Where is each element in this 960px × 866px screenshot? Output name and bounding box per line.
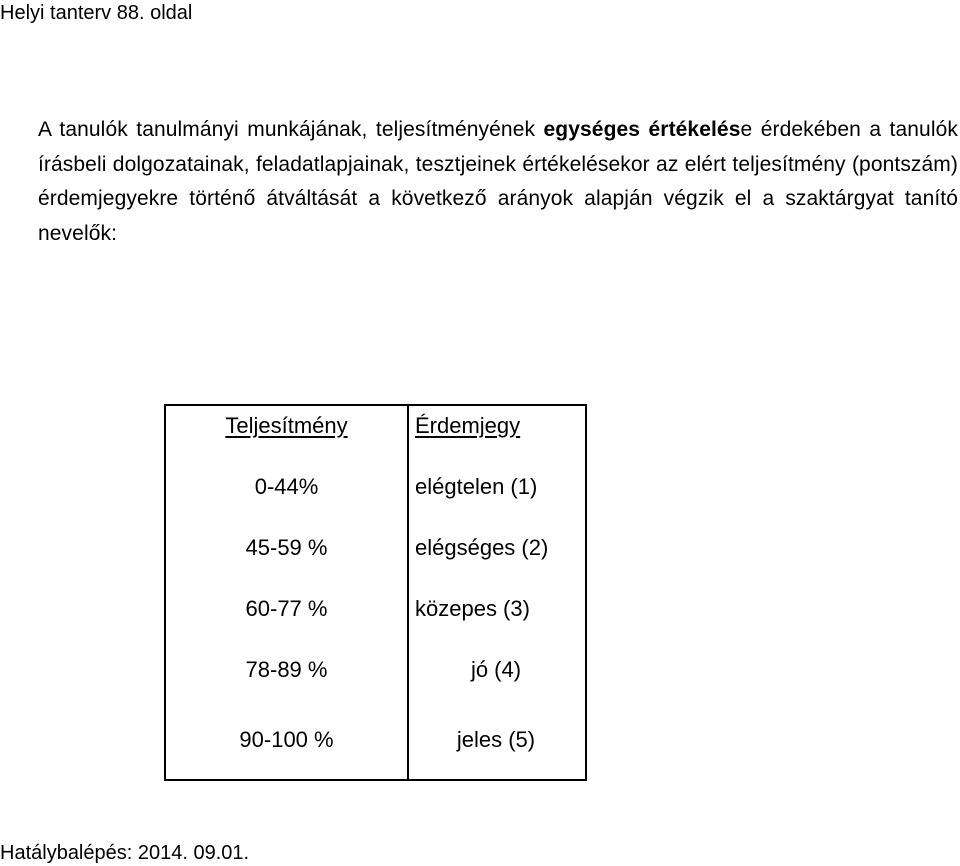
effective-date: Hatálybalépés: 2014. 09.01. <box>0 842 250 864</box>
header-performance: Teljesítmény <box>225 413 348 438</box>
row-range: 78-89 % <box>245 657 328 682</box>
row-grade: közepes (3) <box>415 596 530 621</box>
row-grade: jó (4) <box>470 657 522 682</box>
column-divider <box>407 406 409 779</box>
intro-bold-text: egységes értékelés <box>543 118 741 141</box>
row-grade: jeles (5) <box>456 727 536 752</box>
header-grade: Érdemjegy <box>415 413 521 438</box>
row-range: 0-44% <box>254 474 319 499</box>
intro-text-start: A tanulók tanulmányi munkájának, teljesítményének <box>38 118 544 141</box>
grade-conversion-table <box>164 404 587 781</box>
row-grade: elégséges (2) <box>415 535 549 560</box>
row-grade: elégtelen (1) <box>415 474 538 499</box>
intro-paragraph <box>38 113 958 251</box>
row-range: 60-77 % <box>245 596 328 621</box>
row-range: 45-59 % <box>245 535 328 560</box>
page-header: Helyi tanterv 88. oldal <box>0 2 193 24</box>
row-range: 90-100 % <box>239 727 334 752</box>
intro-text-end: e érdekében a tanulók írásbeli dolgozatainak, feladatlapjainak, tesztjeinek értékelésekor az elért teljesítmény (pontszám) érdemjegyekre történő átváltását a következő arányok alapján végzik el a szaktárgyat tanító nevelők: <box>38 118 958 245</box>
